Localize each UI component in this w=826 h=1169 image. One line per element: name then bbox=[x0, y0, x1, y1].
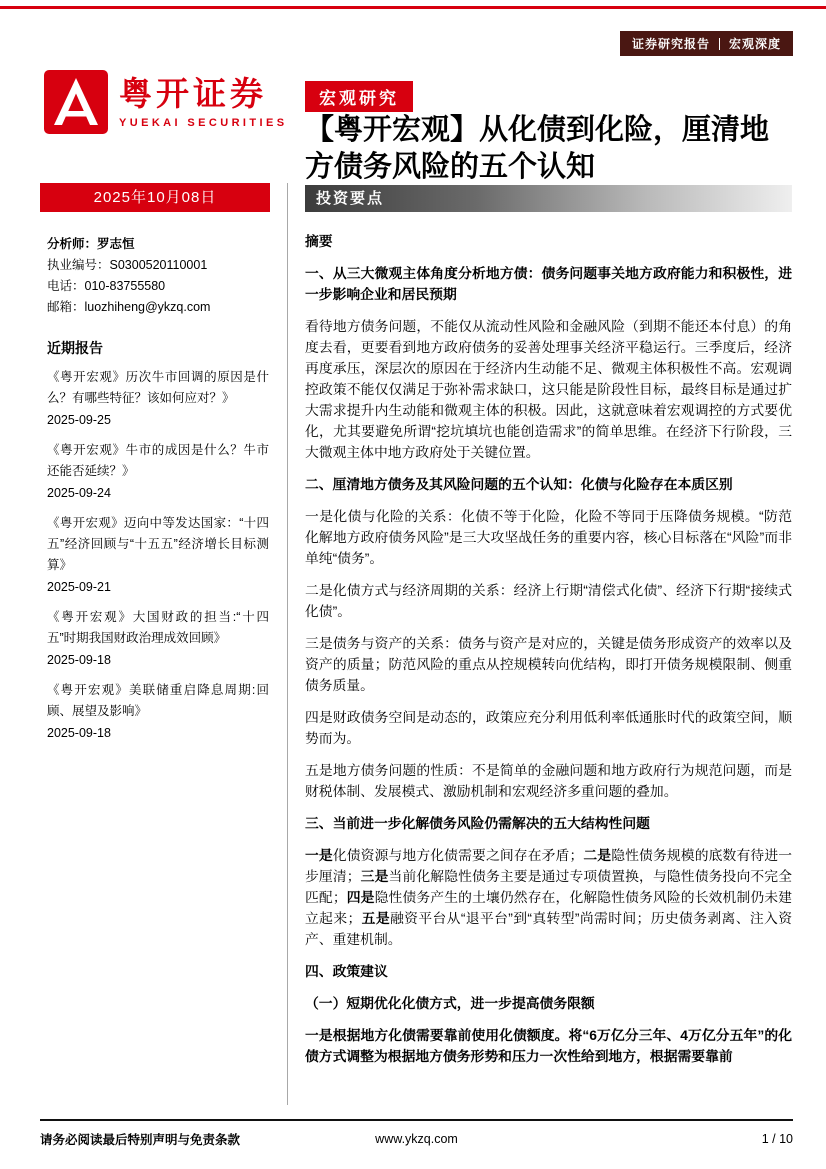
footer-page-number: 1 / 10 bbox=[761, 1132, 793, 1146]
analyst-email: 邮箱：luozhiheng@ykzq.com bbox=[47, 300, 211, 314]
recent-report-item bbox=[47, 607, 269, 671]
body-paragraph: 四是财政债务空间是动态的，政策应充分利用低利率低通胀时代的政策空间，顺势而为。 bbox=[305, 710, 792, 746]
top-red-rule bbox=[0, 6, 826, 9]
report-date-bar: 2025年10月08日 bbox=[40, 183, 270, 212]
recent-report-date: 2025-09-18 bbox=[47, 653, 111, 667]
logo-text bbox=[119, 75, 287, 130]
recent-report-date: 2025-09-25 bbox=[47, 413, 111, 427]
category-badge: 宏观研究 bbox=[305, 81, 413, 112]
report-category-label: 宏观深度 bbox=[728, 37, 781, 51]
recent-report-title: 《粤开宏观》美联储重启降息周期:回顾、展望及影响》 bbox=[47, 683, 269, 718]
yuekai-logo-icon bbox=[44, 70, 108, 134]
recent-report-title: 《粤开宏观》牛市的成因是什么？牛市还能否延续？》 bbox=[47, 443, 269, 478]
recent-report-date: 2025-09-24 bbox=[47, 486, 111, 500]
section-1-heading: 一、从三大微观主体角度分析地方债：债务问题事关地方政府能力和积极性，进一步影响企业和居民预期 bbox=[305, 266, 792, 302]
recent-report-title: 《粤开宏观》历次牛市回调的原因是什么？有哪些特征？该如何应对？》 bbox=[47, 370, 269, 405]
footer-website: www.ykzq.com bbox=[375, 1132, 458, 1146]
analyst-license: 执业编号：S0300520110001 bbox=[47, 258, 208, 272]
column-divider bbox=[287, 183, 288, 1105]
subsection-heading: （一）短期优化化债方式，进一步提高债务限额 bbox=[305, 996, 595, 1011]
abstract-heading: 摘要 bbox=[305, 234, 333, 249]
logo-name-cn: 粤开证券 bbox=[119, 74, 267, 112]
recent-report-item bbox=[47, 680, 269, 744]
section-3-heading: 三、当前进一步化解债务风险仍需解决的五大结构性问题 bbox=[305, 816, 650, 831]
recent-report-item bbox=[47, 440, 269, 504]
body-paragraph: 三是债务与资产的关系：债务与资产是对应的，关键是债务形成资产的效率以及资产的质量；防范风险的重点从控规模转向优结构，即打开债务规模限制、侧重债务质量。 bbox=[305, 636, 792, 693]
footer-disclaimer: 请务必阅读最后特别声明与免责条款 bbox=[40, 1133, 241, 1147]
body-paragraph: 看待地方债务问题，不能仅从流动性风险和金融风险（到期不能还本付息）的角度去看，更要看到地方政府债务的妥善处理事关经济平稳运行。三季度后，经济再度承压，深层次的原因在于经济内生动能不足、微观主体积极性不高。宏观调控政策不能仅仅满足于弥补需求缺口，这只能是阶段性目标，最终目标是通过扩大需求提升内生动能和微观主体的积极。因此，这就意味着宏观调控的方式要优化，尤其要避免所谓“挖坑填坑也能创造需求”的简单思维。在经济下行阶段，三大微观主体中地方政府处于关键位置。 bbox=[305, 319, 792, 460]
report-type-badge bbox=[620, 31, 793, 56]
report-main-title: 【粤开宏观】从化债到化险，厘清地方债务风险的五个认知 bbox=[305, 114, 770, 184]
analyst-info bbox=[47, 234, 269, 318]
investment-highlights-bar bbox=[305, 185, 792, 212]
highlights-label: 投资要点 bbox=[316, 190, 385, 207]
analyst-name: 分析师：罗志恒 bbox=[47, 237, 135, 251]
logo-name-en: YUEKAI SECURITIES bbox=[119, 117, 288, 130]
recent-report-title: 《粤开宏观》大国财政的担当:“十四五”时期我国财政治理成效回顾》 bbox=[47, 610, 269, 645]
sidebar bbox=[47, 234, 269, 744]
company-logo bbox=[44, 70, 287, 134]
recent-report-item bbox=[47, 513, 269, 598]
recent-report-item bbox=[47, 367, 269, 431]
recent-report-date: 2025-09-18 bbox=[47, 726, 111, 740]
recent-report-title: 《粤开宏观》迈向中等发达国家：“十四五”经济回顾与“十五五”经济增长目标测算》 bbox=[47, 516, 269, 572]
page-footer bbox=[40, 1119, 793, 1148]
analyst-phone: 电话：010-83755580 bbox=[47, 279, 166, 293]
body-paragraph: 一是化债资源与地方化债需要之间存在矛盾；二是隐性债务规模的底数有待进一步厘清；三是当前化解隐性债务主要是通过专项债置换，与隐性债务投向不完全匹配；四是隐性债务产生的土壤仍然存在，化解隐性债务风险的长效机制仍未建立起来；五是融资平台从“退平台”到“真转型”尚需时间；历史债务剥离、注入资产、重建机制。 bbox=[305, 848, 793, 947]
recent-report-date: 2025-09-21 bbox=[47, 580, 111, 594]
body-paragraph-bold: 一是根据地方化债需要靠前使用化债额度。将“6万亿分三年、4万亿分五年”的化债方式调整为根据地方债务形势和压力一次性给到地方，根据需要靠前 bbox=[305, 1028, 792, 1064]
section-4-heading: 四、政策建议 bbox=[305, 964, 388, 979]
report-type-label: 证券研究报告 bbox=[631, 37, 710, 51]
body-paragraph: 一是化债与化险的关系：化债不等于化险，化险不等同于压降债务规模。“防范化解地方政府债务风险”是三大攻坚战任务的重要内容，核心目标落在“风险”而非单纯“债务”。 bbox=[305, 509, 792, 566]
section-2-heading: 二、厘清地方债务及其风险问题的五个认知：化债与化险存在本质区别 bbox=[305, 477, 733, 492]
recent-reports-heading: 近期报告 bbox=[47, 340, 103, 356]
body-paragraph: 二是化债方式与经济周期的关系：经济上行期“清偿式化债”、经济下行期“接续式化债”。 bbox=[305, 583, 792, 619]
header-badge-divider bbox=[719, 38, 720, 50]
body-paragraph: 五是地方债务问题的性质：不是简单的金融问题和地方政府行为规范问题，而是财税体制、发展模式、激励机制和宏观经济多重问题的叠加。 bbox=[305, 763, 792, 799]
report-body bbox=[305, 231, 792, 1078]
